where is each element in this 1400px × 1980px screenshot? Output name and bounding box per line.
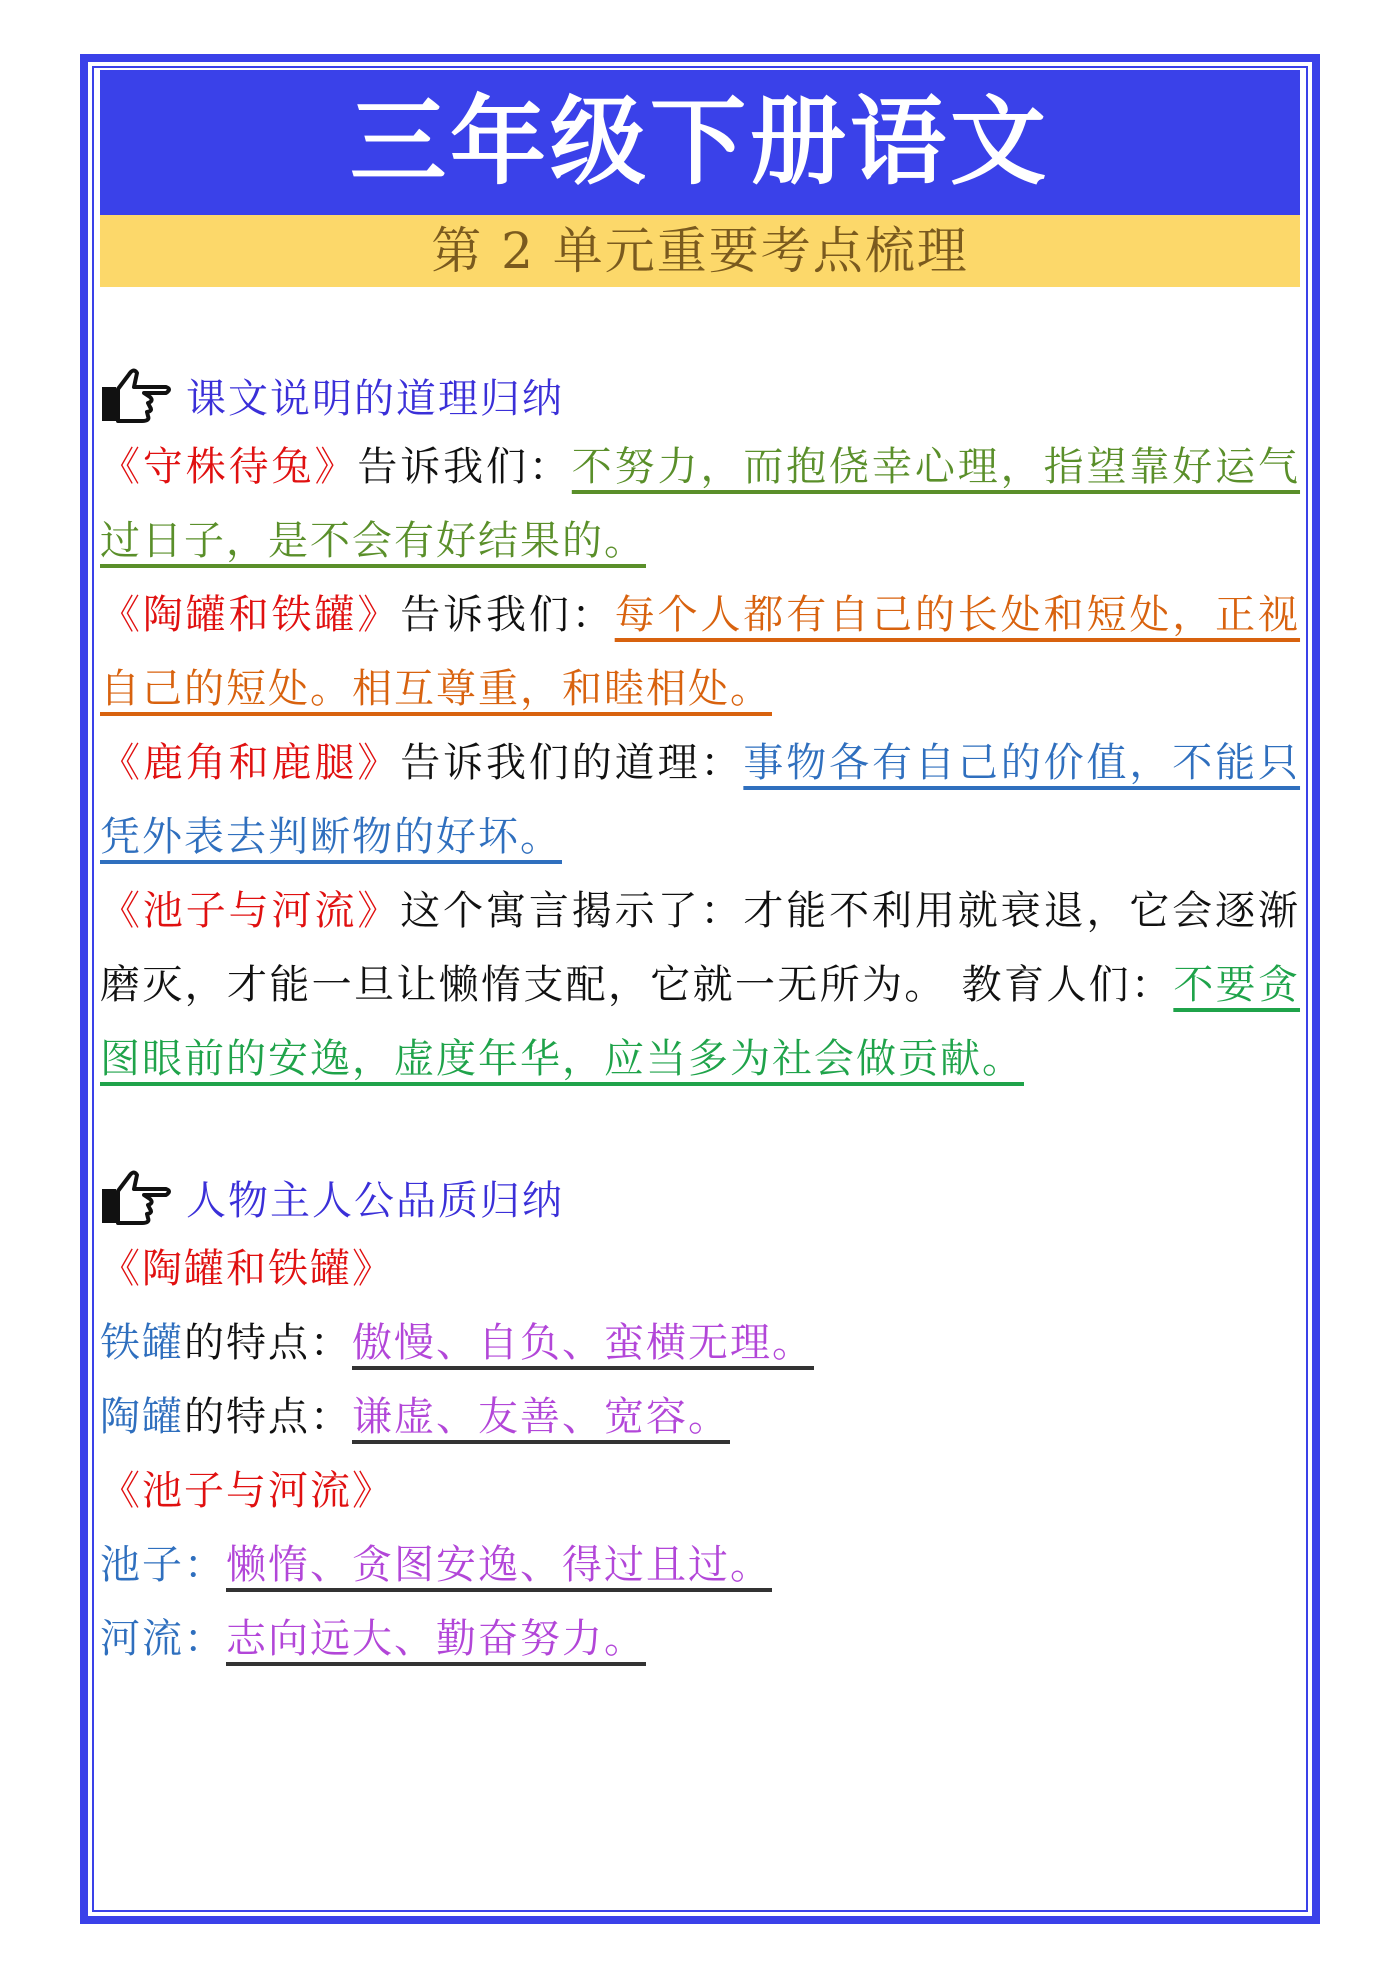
lesson-lead: 告诉我们的道理： (400, 740, 744, 786)
character-row (100, 1602, 1300, 1676)
page-subtitle: 第 2 单元重要考点梳理 (100, 215, 1300, 287)
book-title: 《陶罐和铁罐》 (100, 592, 401, 638)
lesson-item-2 (100, 578, 1300, 726)
character-suffix: 的特点： (184, 1394, 352, 1440)
book-title: 《鹿角和鹿腿》 (100, 740, 401, 786)
lesson-lead: 告诉我们： (400, 592, 615, 638)
book-title: 《守株待兔》 (100, 444, 358, 490)
character-row (100, 1306, 1300, 1380)
book-title: 《池子与河流》 (100, 1468, 394, 1514)
lesson-lead: 这个寓言揭示了：才能不利用就衰退，它会逐渐磨灭，才能一旦让懒惰支配，它就一无所为。 教育人们： (100, 888, 1301, 1008)
character-traits: 谦虚、友善、宽容。 (352, 1394, 730, 1440)
page-title: 三年级下册语文 (100, 70, 1300, 215)
character-traits: 志向远大、勤奋努力。 (226, 1616, 646, 1662)
lesson-item-1 (100, 430, 1300, 578)
character-name: 池子 (100, 1542, 184, 1588)
character-row (100, 1528, 1300, 1602)
character-name: 陶罐 (100, 1394, 184, 1440)
character-traits: 傲慢、自负、蛮横无理。 (352, 1320, 814, 1366)
section-characters-title: 人物主人公品质归纳 (186, 1177, 564, 1224)
section-lessons-title: 课文说明的道理归纳 (186, 375, 564, 422)
lesson-text: 事物各有自己的价值，不能只凭外表去判断物的好坏。 (100, 740, 1301, 860)
lesson-item-4 (100, 874, 1300, 1096)
main-content (100, 360, 1300, 1676)
lesson-text: 每个人都有自己的长处和短处，正视自己的短处。相互尊重，和睦相处。 (100, 592, 1301, 712)
character-row (100, 1380, 1300, 1454)
character-traits: 懒惰、贪图安逸、得过且过。 (226, 1542, 772, 1588)
section-characters-heading (100, 1162, 1300, 1232)
character-name: 河流 (100, 1616, 184, 1662)
book-title: 《陶罐和铁罐》 (100, 1246, 394, 1292)
book-title: 《池子与河流》 (100, 888, 401, 934)
lesson-text: 不要贪图眼前的安逸，虚度年华，应当多为社会做贡献。 (100, 962, 1301, 1082)
lesson-item-3 (100, 726, 1300, 874)
pointing-hand-icon (100, 1167, 176, 1227)
lesson-lead: 告诉我们： (357, 444, 572, 490)
character-name: 铁罐 (100, 1320, 184, 1366)
character-suffix: ： (184, 1616, 226, 1662)
character-suffix: 的特点： (184, 1320, 352, 1366)
section-lessons-heading (100, 360, 1300, 430)
pointing-hand-icon (100, 365, 176, 425)
lesson-text: 不努力，而抱侥幸心理，指望靠好运气过日子，是不会有好结果的。 (100, 444, 1301, 564)
character-suffix: ： (184, 1542, 226, 1588)
